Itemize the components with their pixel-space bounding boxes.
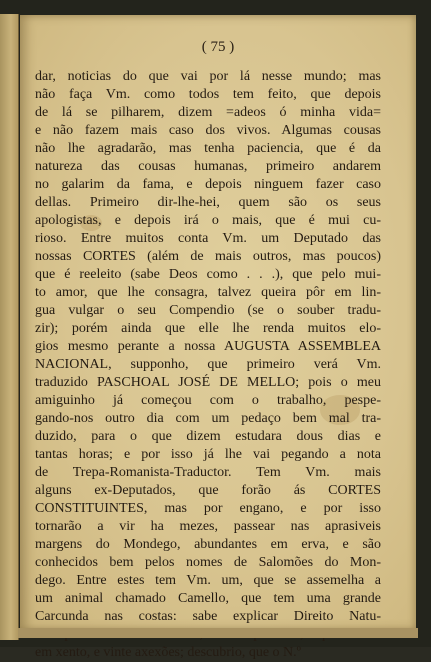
text-line: apologistas, e depois irá o mais, que é mui cu- <box>35 213 381 228</box>
page-bottom-edge <box>18 628 418 638</box>
text-line: rioso. Entre muitos conta Vm. um Deputado das <box>35 231 381 246</box>
text-line: tornarão a vir ha mezes, passear nas aprasiveis <box>35 519 381 534</box>
text-line: gios mesmo perante a nossa AUGUSTA ASSEMBLEA <box>35 339 381 354</box>
text-line: um animal chamado Camello, que tem uma grande <box>35 591 381 606</box>
text-line: duzido, para o que dizem estudara dous dias e <box>35 429 381 444</box>
text-line: NACIONAL, supponho, que primeiro verá Vm. <box>35 357 381 372</box>
text-line: não lhe agradarão, mas tenha paciencia, que é da <box>35 141 381 156</box>
text-line: dar, noticias do que vai por lá nesse mundo; mas <box>35 69 381 84</box>
text-line: amiguinho já começou com o trabalho, pespe- <box>35 393 381 408</box>
text-line: gando-nos outro dia com um pedaço bem mal tra- <box>35 411 381 426</box>
book-page <box>20 15 416 660</box>
text-line: não faça Vm. como todos tem feito, que depois <box>35 87 381 102</box>
text-line: nossas CORTES (além de mais outros, mas poucos) <box>35 249 381 264</box>
text-line: alguns ex-Deputados, que forão ás CORTES <box>35 483 381 498</box>
text-line: Carcunda nas costas: sabe explicar Direito Natu- <box>35 609 381 624</box>
page-text-block <box>35 68 381 662</box>
text-line: CONSTITUINTES, mas por engano, e por isso <box>35 501 381 516</box>
text-line: no galarim da fama, e depois ninguem fazer caso <box>35 177 381 192</box>
text-line: to amor, que lhe consagra, talvez queira pôr em lin- <box>35 285 381 300</box>
text-line: dellas. Primeiro dir-lhe-hei, quem são os seus <box>35 195 381 210</box>
text-line: gua vulgar o seu Compendio (se o souber tradu- <box>35 303 381 318</box>
text-line: que é reeleito (sabe Deos como . . .), que pelo mui- <box>35 267 381 282</box>
text-line: conhecidos bem pelos nomes de Salomões do Mon- <box>35 555 381 570</box>
text-line: dego. Entre estes tem Vm. um, que se assemelha a <box>35 573 381 588</box>
previous-page-edge <box>0 14 19 640</box>
text-line: traduzido PASCHOAL JOSÉ DE MELLO; pois o meu <box>35 375 381 390</box>
text-line: de Trepa-Romanista-Traductor. Tem Vm. mais <box>35 465 381 480</box>
page-number: ( 75 ) <box>201 39 235 55</box>
text-line: zir); porém ainda que elle lhe renda muitos elo- <box>35 321 381 336</box>
text-line: tantas horas; e por isso já lhe vai pegando a nota <box>35 447 381 462</box>
text-line: natureza das cousas humanas, primeiro andarem <box>35 159 381 174</box>
text-line: de lá se pilharem, dizem =adeos ó minha vida= <box>35 105 381 120</box>
text-line: em xento, e vinte axexões; descubrio, que o N.º <box>35 645 301 660</box>
text-line: margens do Mondego, abundantes em erva, e são <box>35 537 381 552</box>
text-line: e não fazem mais caso dos vivos. Algumas cousas <box>35 123 381 138</box>
